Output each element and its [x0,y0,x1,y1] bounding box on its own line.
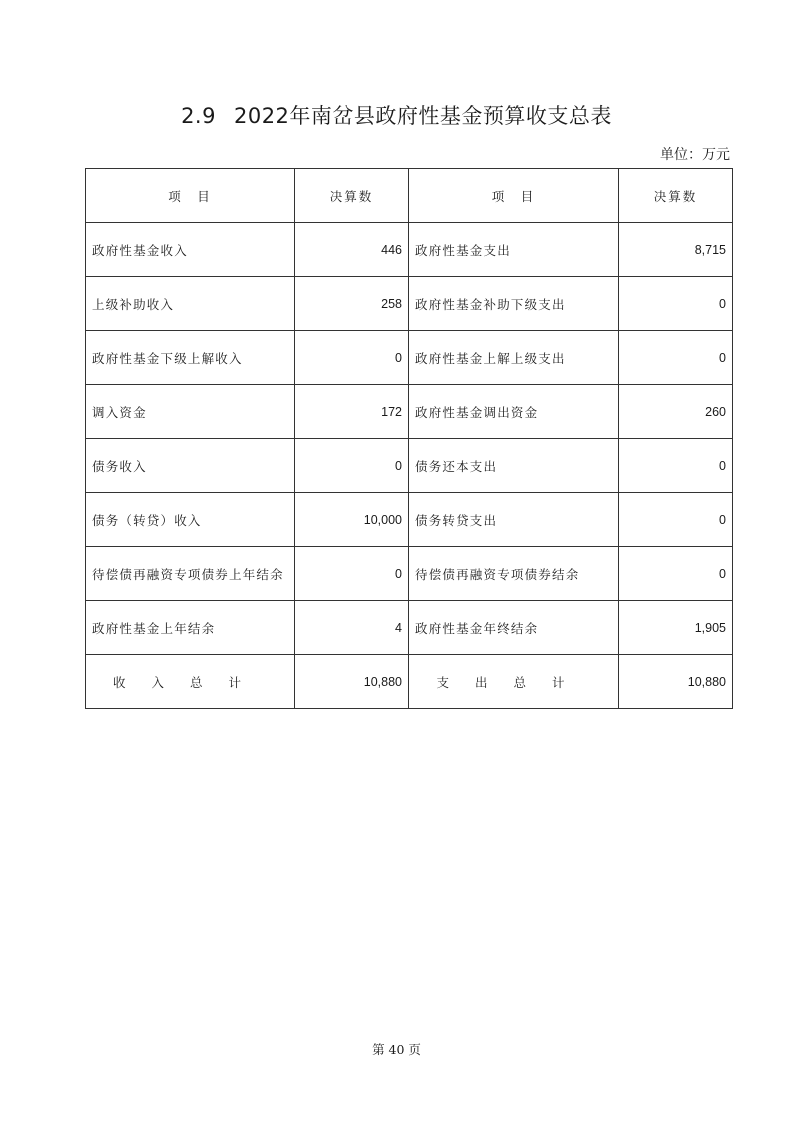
title-number: 2.9 [181,104,216,128]
expense-value: 260 [619,385,733,439]
header-expense-value: 决算数 [619,169,733,223]
expense-item: 待偿债再融资专项债券结余 [409,547,619,601]
table-row [86,223,733,277]
income-total-value: 10,880 [295,655,409,709]
header-income-value: 决算数 [295,169,409,223]
income-item: 待偿债再融资专项债券上年结余 [86,547,295,601]
income-item: 调入资金 [86,385,295,439]
expense-value: 0 [619,439,733,493]
unit-label: 单位：万元 [660,147,730,163]
page-title [0,100,793,130]
expense-total-label: 支出总计 [409,655,619,709]
income-value: 258 [295,277,409,331]
income-value: 0 [295,547,409,601]
expense-value: 0 [619,277,733,331]
income-item: 债务（转贷）收入 [86,493,295,547]
budget-table [85,168,733,709]
expense-item: 政府性基金调出资金 [409,385,619,439]
income-value: 446 [295,223,409,277]
income-value: 0 [295,439,409,493]
expense-value: 0 [619,547,733,601]
page-number: 第 40 页 [372,1042,421,1057]
header-expense-item: 项 目 [409,169,619,223]
table-row [86,439,733,493]
income-item: 上级补助收入 [86,277,295,331]
income-value: 4 [295,601,409,655]
table-header-row [86,169,733,223]
income-item: 政府性基金收入 [86,223,295,277]
income-item: 债务收入 [86,439,295,493]
table-row [86,277,733,331]
total-row [86,655,733,709]
table-row [86,385,733,439]
header-income-item: 项 目 [86,169,295,223]
expense-item: 政府性基金补助下级支出 [409,277,619,331]
table-row [86,493,733,547]
income-item: 政府性基金下级上解收入 [86,331,295,385]
expense-value: 0 [619,331,733,385]
income-value: 10,000 [295,493,409,547]
table-row [86,601,733,655]
table-row [86,331,733,385]
table-row [86,547,733,601]
expense-item: 政府性基金支出 [409,223,619,277]
income-item: 政府性基金上年结余 [86,601,295,655]
expense-value: 0 [619,493,733,547]
expense-item: 债务还本支出 [409,439,619,493]
income-value: 172 [295,385,409,439]
expense-value: 1,905 [619,601,733,655]
expense-item: 政府性基金年终结余 [409,601,619,655]
expense-total-value: 10,880 [619,655,733,709]
title-text: 2022年南岔县政府性基金预算收支总表 [233,104,612,128]
income-total-label: 收入总计 [86,655,295,709]
expense-value: 8,715 [619,223,733,277]
income-value: 0 [295,331,409,385]
expense-item: 债务转贷支出 [409,493,619,547]
expense-item: 政府性基金上解上级支出 [409,331,619,385]
